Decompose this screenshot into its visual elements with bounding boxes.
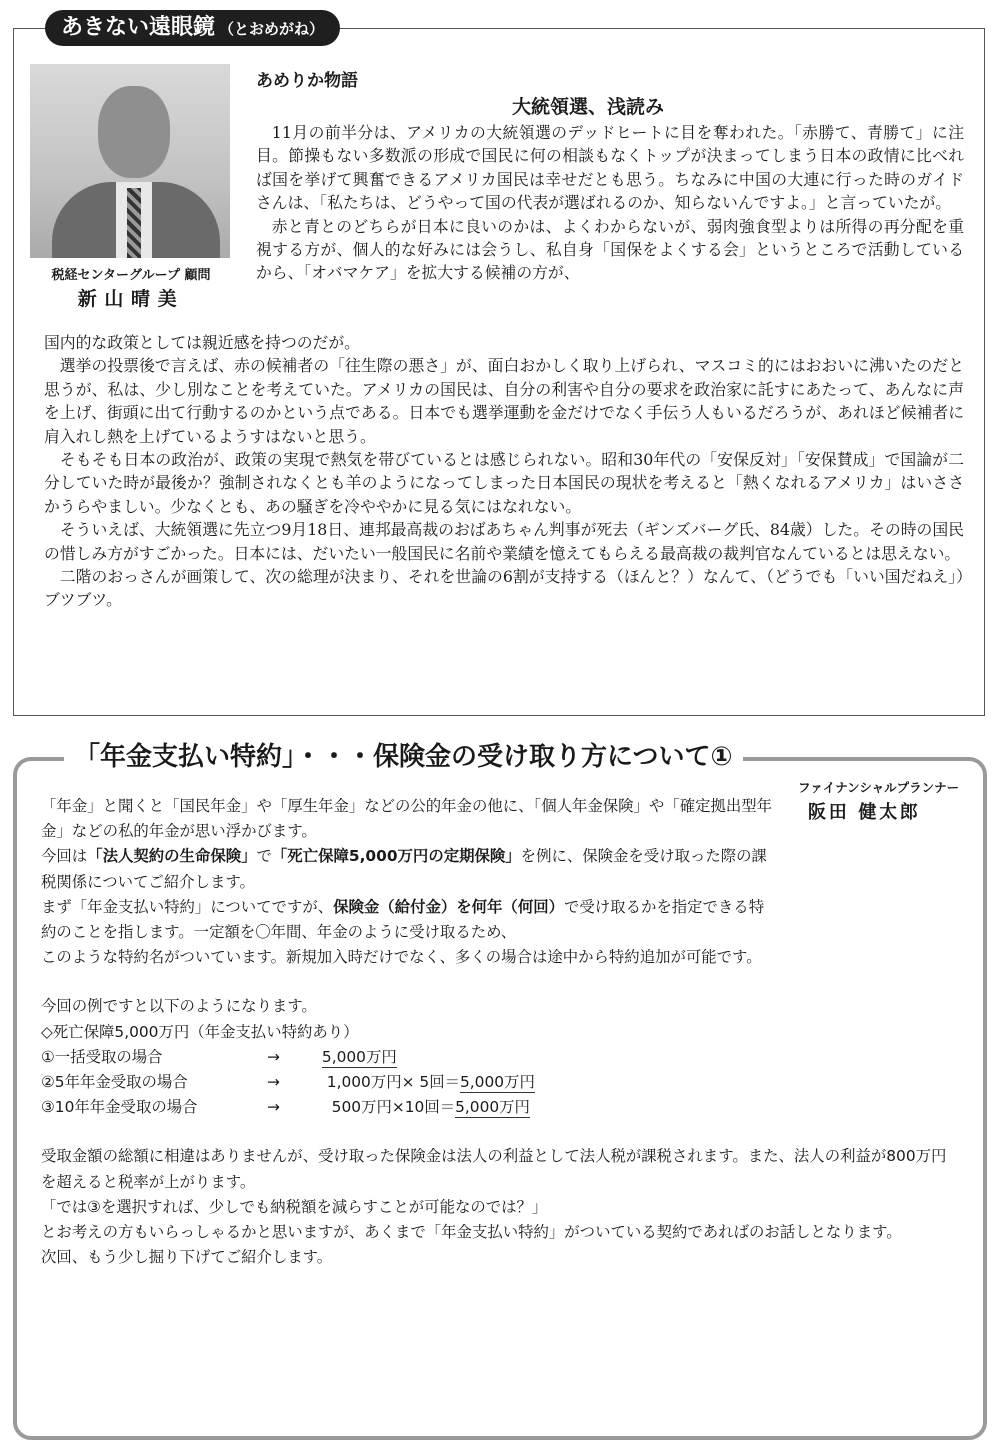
closing-paragraph: とお考えの方もいらっしゃるかと思いますが、あくまで「年金支払い特約」がついている契約であればのお話しとなります。 [41,1223,902,1242]
author-photo [30,64,230,258]
example-intro: 今回の例ですと以下のようになります。 [41,997,317,1016]
essay-paragraph: 赤と青とのどちらが日本に良いのかは、よくわからないが、弱肉強食型よりは所得の再分配を重視する方が、個人的な好みには会うし、私自身「国保をよくする会」というところで活動しているから、「オバマケア」を拡大する候補の方が、 [256,216,964,283]
column-title-reading: （とおめがね） [219,20,325,38]
essay-paragraph: 11月の前半分は、アメリカの大統領選のデッドヒートに目を奪われた。「赤勝て、青勝て」に注目。節操もない多数派の形成で国民に何の相談もなくトップが決まってしまう日本の政情に比べれば国を挙げて興奮できるアメリカ国民は幸せだとも思う。ちなみに中国の大連に行った時のガイドさんは、「私たちは、どうやって国の代表が選ばれるのか、知らないんですよ。」と言っていたが。 [256,123,964,213]
essay-paragraph: そもそも日本の政治が、政策の実現で熱気を帯びているとは感じられない。昭和30年代の「安保反対」「安保賛成」で国論が二分していた時が最後か？強制されなくとも羊のようになってしまった日本国民の現状を考えると「熱くなれるアメリカ」はいささかうらやましい。少なくとも、あの騒ぎを冷ややかに見る気にはなれない。 [44,450,964,516]
insurance-article-title: 「年金支払い特約」・・・保険金の受け取り方について① [64,738,743,776]
intro-paragraph: このような特約名がついています。新規加入時だけでなく、多くの場合は途中から特約追加が可能です。 [41,948,762,967]
closing-paragraph: 受取金額の総額に相違はありませんが、受け取った保険金は法人の利益として法人税が課税されます。また、法人の利益が800万円を超えると税率が上がります。 [41,1147,947,1191]
closing-paragraph: 「では③を選択すれば、少しでも納税額を減らすことが可能なのでは？」 [41,1197,548,1216]
essay-paragraph: 選挙の投票後で言えば、赤の候補者の「往生際の悪さ」が、面白おかしく取り上げられ、マスコミ的にはおおいに沸いたのだと思うが、私は、少し別なことを考えていた。アメリカの国民は、自分の利害や自分の要求を政治家に託すにあたって、あんなに声を上げ、街頭に出て行動するのかという点である。日本でも選挙運動を金だけでなく手伝う人もいるだろうが、あれほど候補者に肩入れし熱を上げているようすはないと思う。 [44,356,964,446]
essay-text-full-width [44,331,964,612]
essay-paragraph: 二階のおっさんが画策して、次の総理が決まり、それを世論の6割が支持する（ほんと？）なんて、（どうでも「いい国だねえ」）ブツブツ。 [44,567,964,610]
author-name: 新山晴美 [77,288,185,310]
author-name: 阪田 健太郎 [808,802,921,823]
essay-text-beside-photo [256,121,964,285]
column-title-badge [45,10,340,46]
intro-paragraph: まず「年金支払い特約」についてですが、保険金（給付金）を何年（何回）で受け取るかを指定できる特約のことを指します。一定額を〇年間、年金のように受け取るため、 [41,897,765,942]
series-title: あめりか物語 [256,71,358,91]
example-row: ①一括受取の場合 → 5,000万円 [41,1047,397,1066]
author-affiliation: 税経センターグループ 顧問 [51,268,211,283]
column-title: あきない遠眼鏡 [61,15,216,40]
example-row: ②5年年金受取の場合 → 1,000万円× 5回＝5,000万円 [41,1073,535,1092]
insurance-article-body [41,794,961,1270]
intro-paragraph: 「年金」と聞くと「国民年金」や「厚生年金」などの公的年金の他に、「個人年金保険」や「確定拠出型年金」などの私的年金が思い浮かびます。 [41,797,773,841]
essay-paragraph-continued: 国内的な政策としては親近感を持つのだが。 [44,333,360,352]
closing-paragraph: 次回、もう少し掘り下げてご紹介します。 [41,1248,333,1267]
example-row: ③10年年金受取の場合 → 500万円×10回＝5,000万円 [41,1098,530,1117]
example-heading: ◇死亡保障5,000万円（年金支払い特約あり） [41,1022,359,1041]
author-role: ファイナンシャルプランナー [798,780,960,795]
essay-paragraph: そういえば、大統領選に先立つ9月18日、連邦最高裁のおばあちゃん判事が死去（ギンズバーグ氏、84歳）した。その時の国民の惜しみ方がすごかった。日本には、だいたい一般国民に名前や業績を憶えてもらえる最高裁の裁判官なんているとは思えない。 [44,520,964,563]
article-headline: 大統領選、浅読み [512,96,665,118]
intro-paragraph: 今回は「法人契約の生命保険」で「死亡保障5,000万円の定期保険」を例に、保険金を受け取った際の課税関係についてご紹介します。 [41,847,767,891]
